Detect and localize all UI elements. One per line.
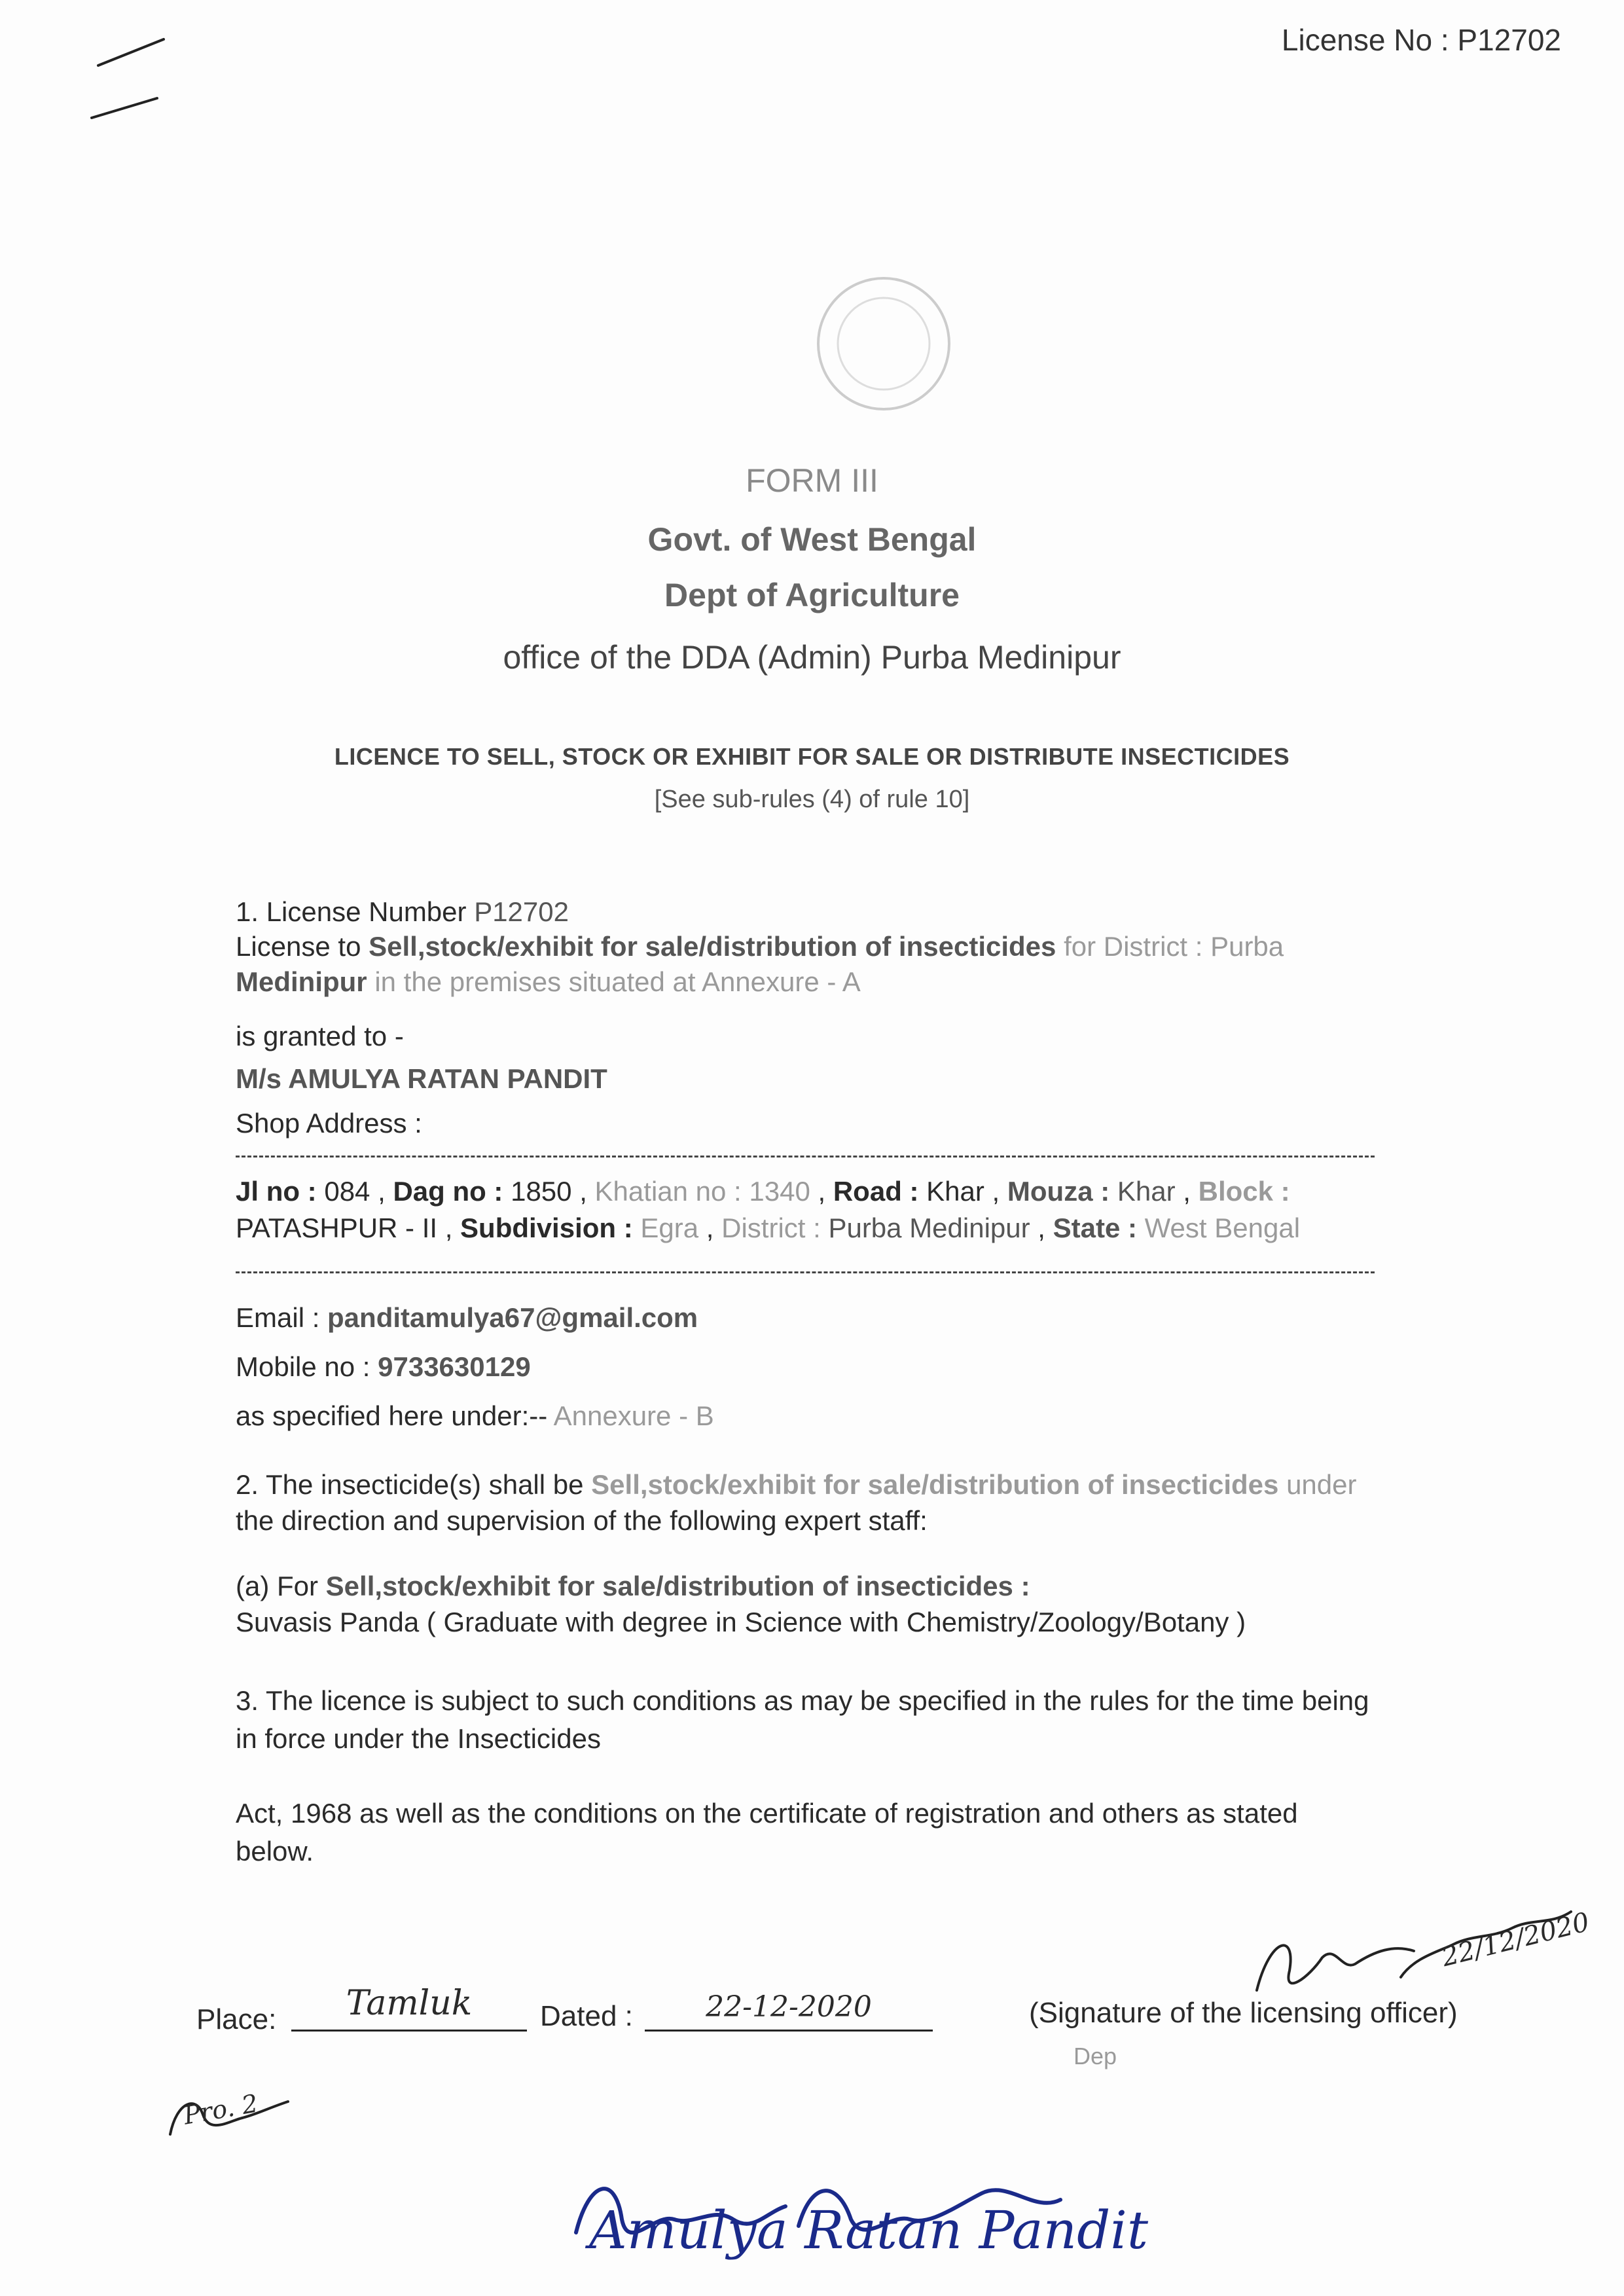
granted-to: is granted to -	[236, 1021, 404, 1051]
initials-mark: Pro. 2	[157, 2082, 308, 2147]
divider	[236, 1156, 1375, 1157]
license-number-header: License No : P12702	[1281, 23, 1561, 57]
divider	[236, 1271, 1375, 1273]
expert-staff: Suvasis Panda ( Graduate with degree in Science with Chemistry/Zoology/Botany )	[236, 1607, 1246, 1637]
shop-address-label: Shop Address :	[236, 1108, 422, 1139]
section-3-line-3: Act, 1968 as well as the conditions on the certificate of registration and others as stated	[236, 1798, 1298, 1829]
margin-marks	[85, 26, 216, 131]
email-line: Email : panditamulya67@gmail.com	[236, 1302, 698, 1333]
premises-line: Medinipur in the premises situated at Annexure - A	[236, 966, 861, 997]
form-title: FORM III	[746, 462, 878, 499]
section-3-line-2: in force under the Insecticides	[236, 1723, 601, 1754]
office-name: office of the DDA (Admin) Purba Medinipur	[503, 639, 1121, 676]
applicant-signature: Amulya Ratan Pandit	[563, 2154, 1152, 2272]
section-3-line-1: 3. The licence is subject to such conditions as may be specified in the rules for the time being	[236, 1685, 1369, 1716]
govt-name: Govt. of West Bengal	[647, 521, 977, 558]
grantee-name: M/s AMULYA RATAN PANDIT	[236, 1063, 607, 1094]
dept-name: Dept of Agriculture	[664, 577, 960, 613]
officer-signature: 22/12/2020	[1244, 1899, 1584, 2010]
section-2a-line: (a) For Sell,stock/exhibit for sale/distribution of insecticides :	[236, 1571, 1030, 1601]
place-label: Place:	[196, 2003, 277, 2035]
section-3-line-4: below.	[236, 1836, 314, 1867]
license-activity-line: License to Sell,stock/exhibit for sale/distribution of insecticides for District : Purba	[236, 931, 1284, 962]
address-line-1: Jl no : 084 , Dag no : 1850 , Khatian no : 1340 , Road : Khar , Mouza : Khar , Block :	[236, 1176, 1290, 1207]
dated-label: Dated :	[540, 2000, 633, 2032]
specified-line: as specified here under:-- Annexure - B	[236, 1400, 714, 1431]
licence-title: LICENCE TO SELL, STOCK OR EXHIBIT FOR SALE OR DISTRIBUTE INSECTICIDES	[334, 743, 1290, 770]
dep-label: Dep	[1074, 2043, 1117, 2069]
section-2-line-1: 2. The insecticide(s) shall be Sell,stock/exhibit for sale/distribution of insecticides under	[236, 1469, 1357, 1500]
section-2-line-2: the direction and supervision of the following expert staff:	[236, 1505, 928, 1536]
subrule-note: [See sub-rules (4) of rule 10]	[654, 786, 970, 813]
government-seal-icon	[808, 275, 959, 412]
date-value: 22-12-2020	[645, 1990, 933, 2032]
license-number-line: 1. License Number P12702	[236, 896, 569, 927]
mobile-line: Mobile no : 9733630129	[236, 1351, 531, 1382]
signature-label: (Signature of the licensing officer)	[1029, 1997, 1458, 2029]
address-line-2: PATASHPUR - II , Subdivision : Egra , District : Purba Medinipur , State : West Bengal	[236, 1212, 1301, 1243]
place-value: Tamluk	[291, 1984, 527, 2032]
